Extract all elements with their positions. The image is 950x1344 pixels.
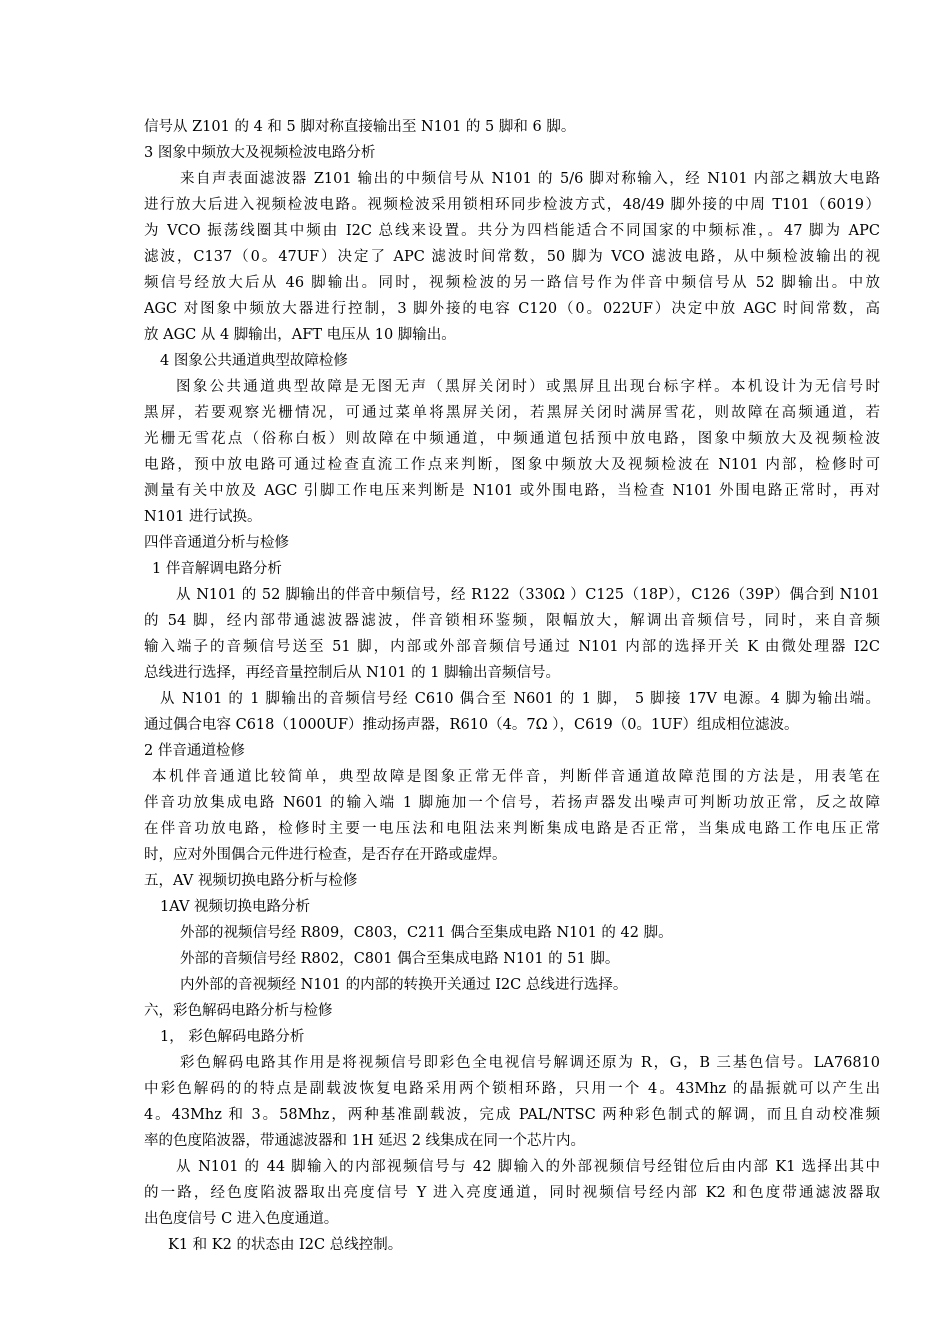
text-line: 在伴音功放电路，检修时主要一电压法和电阻法来判断集成电路是否正常，当集成电路工作电压正常: [144, 821, 880, 837]
text-line: 出色度信号 C 进入色度通道。: [144, 1211, 339, 1227]
text-line: 为 VCO 振荡线圈其中频由 I2C 总线来设置。共分为四档能适合不同国家的中频标准，。47 脚为 APC: [144, 223, 880, 239]
section-heading: 1， 彩色解码电路分析: [160, 1029, 305, 1045]
text-line: 通过偶合电容 C618（1000UF）推动扬声器，R610（4。7Ω ），C619（0。1UF）组成相位滤波。: [144, 717, 799, 733]
text-line: 信号从 Z101 的 4 和 5 脚对称直接输出至 N101 的 5 脚和 6 脚。: [144, 119, 576, 135]
text-line: AGC 对图象中频放大器进行控制，3 脚外接的电容 C120（0。022UF）决定中放 AGC 时间常数，高: [144, 301, 880, 317]
text-line: 光栅无雪花点（俗称白板）则故障在中频通道，中频通道包括预中放电路，图象中频放大及视频检波: [144, 431, 880, 447]
section-heading: 六，彩色解码电路分析与检修: [144, 1003, 333, 1019]
text-line: 测量有关中放及 AGC 引脚工作电压来判断是 N101 或外围电路，当检查 N101 外围电路正常时，再对: [144, 483, 880, 499]
text-line: 从 N101 的 44 脚输入的内部视频信号与 42 脚输入的外部视频信号经钳位后由内部 K1 选择出其中: [176, 1159, 880, 1175]
section-heading: 1 伴音解调电路分析: [152, 561, 282, 577]
section-heading: 4 图象公共通道典型故障检修: [160, 353, 348, 369]
text-line: 4。43Mhz 和 3。58Mhz，两种基准副载波，完成 PAL/NTSC 两种彩色制式的解调，而且自动校准频: [144, 1107, 880, 1123]
section-heading: 2 伴音通道检修: [144, 743, 245, 759]
text-line: 滤波，C137（0。47UF）决定了 APC 滤波时间常数，50 脚为 VCO 滤波电路，从中频检波输出的视: [144, 249, 880, 265]
text-line: 总线进行选择，再经音量控制后从 N101 的 1 脚输出音频信号。: [144, 665, 561, 681]
text-line: 从 N101 的 52 脚输出的伴音中频信号，经 R122（330Ω ）C125（18P），C126（39P）偶合到 N101: [176, 587, 880, 603]
text-line: 从 N101 的 1 脚输出的音频信号经 C610 偶合至 N601 的 1 脚， 5 脚接 17V 电源。4 脚为输出端。: [160, 691, 880, 707]
text-line: 中彩色解码的的特点是副载波恢复电路采用两个锁相环路，只用一个 4。43Mhz 的晶振就可以产生出: [144, 1081, 880, 1097]
text-line: 外部的视频信号经 R809，C803，C211 偶合至集成电路 N101 的 42 脚。: [180, 925, 673, 941]
text-line: 彩色解码电路其作用是将视频信号即彩色全电视信号解调还原为 R，G，B 三基色信号。LA76810: [180, 1055, 880, 1071]
text-line: 电路，预中放电路可通过检查直流工作点来判断，图象中频放大及视频检波在 N101 内部，检修时可: [144, 457, 880, 473]
text-line: 率的色度陷波器，带通滤波器和 1H 延迟 2 线集成在同一个芯片内。: [144, 1133, 586, 1149]
text-line: 黑屏，若要观察光栅情况，可通过菜单将黑屏关闭，若黑屏关闭时满屏雪花，则故障在高频通道，若: [144, 405, 880, 421]
section-heading: 五，AV 视频切换电路分析与检修: [144, 873, 358, 889]
text-line: N101 进行试换。: [144, 509, 262, 525]
section-heading: 3 图象中频放大及视频检波电路分析: [144, 145, 376, 161]
text-line: 时，应对外围偶合元件进行检查，是否存在开路或虚焊。: [144, 847, 507, 863]
section-heading: 四伴音通道分析与检修: [144, 535, 289, 551]
section-heading: 1AV 视频切换电路分析: [160, 899, 311, 915]
text-line: 频信号经放大后从 46 脚输出。同时，视频检波的另一路信号作为伴音中频信号从 52 脚输出。中放: [144, 275, 880, 291]
text-line: 的 54 脚，经内部带通滤波器滤波，伴音锁相环鉴频，限幅放大，解调出音频信号，同时，来自音频: [144, 613, 880, 629]
text-line: 本机伴音通道比较简单，典型故障是图象正常无伴音，判断伴音通道故障范围的方法是，用表笔在: [152, 769, 880, 785]
text-line: K1 和 K2 的状态由 I2C 总线控制。: [168, 1237, 403, 1253]
text-line: 内外部的音视频经 N101 的内部的转换开关通过 I2C 总线进行选择。: [180, 977, 628, 993]
text-line: 输入端子的音频信号送至 51 脚，内部或外部音频信号通过 N101 内部的选择开关 K 由微处理器 I2C: [144, 639, 880, 655]
text-line: 进行放大后进入视频检波电路。视频检波采用锁相环同步检波方式，48/49 脚外接的中周 T101（6019）: [144, 197, 880, 213]
text-line: 的一路，经色度陷波器取出亮度信号 Y 进入亮度通道，同时视频信号经内部 K2 和色度带通滤波器取: [144, 1185, 880, 1201]
text-line: 外部的音频信号经 R802，C801 偶合至集成电路 N101 的 51 脚。: [180, 951, 620, 967]
text-line: 放 AGC 从 4 脚输出，AFT 电压从 10 脚输出。: [144, 327, 456, 343]
text-line: 伴音功放集成电路 N601 的输入端 1 脚施加一个信号，若扬声器发出噪声可判断功放正常，反之故障: [144, 795, 880, 811]
text-line: 图象公共通道典型故障是无图无声（黑屏关闭时）或黑屏且出现台标字样。本机设计为无信号时: [176, 379, 880, 395]
text-line: 来自声表面滤波器 Z101 输出的中频信号从 N101 的 5/6 脚对称输入，经 N101 内部之耦放大电路: [180, 171, 880, 187]
